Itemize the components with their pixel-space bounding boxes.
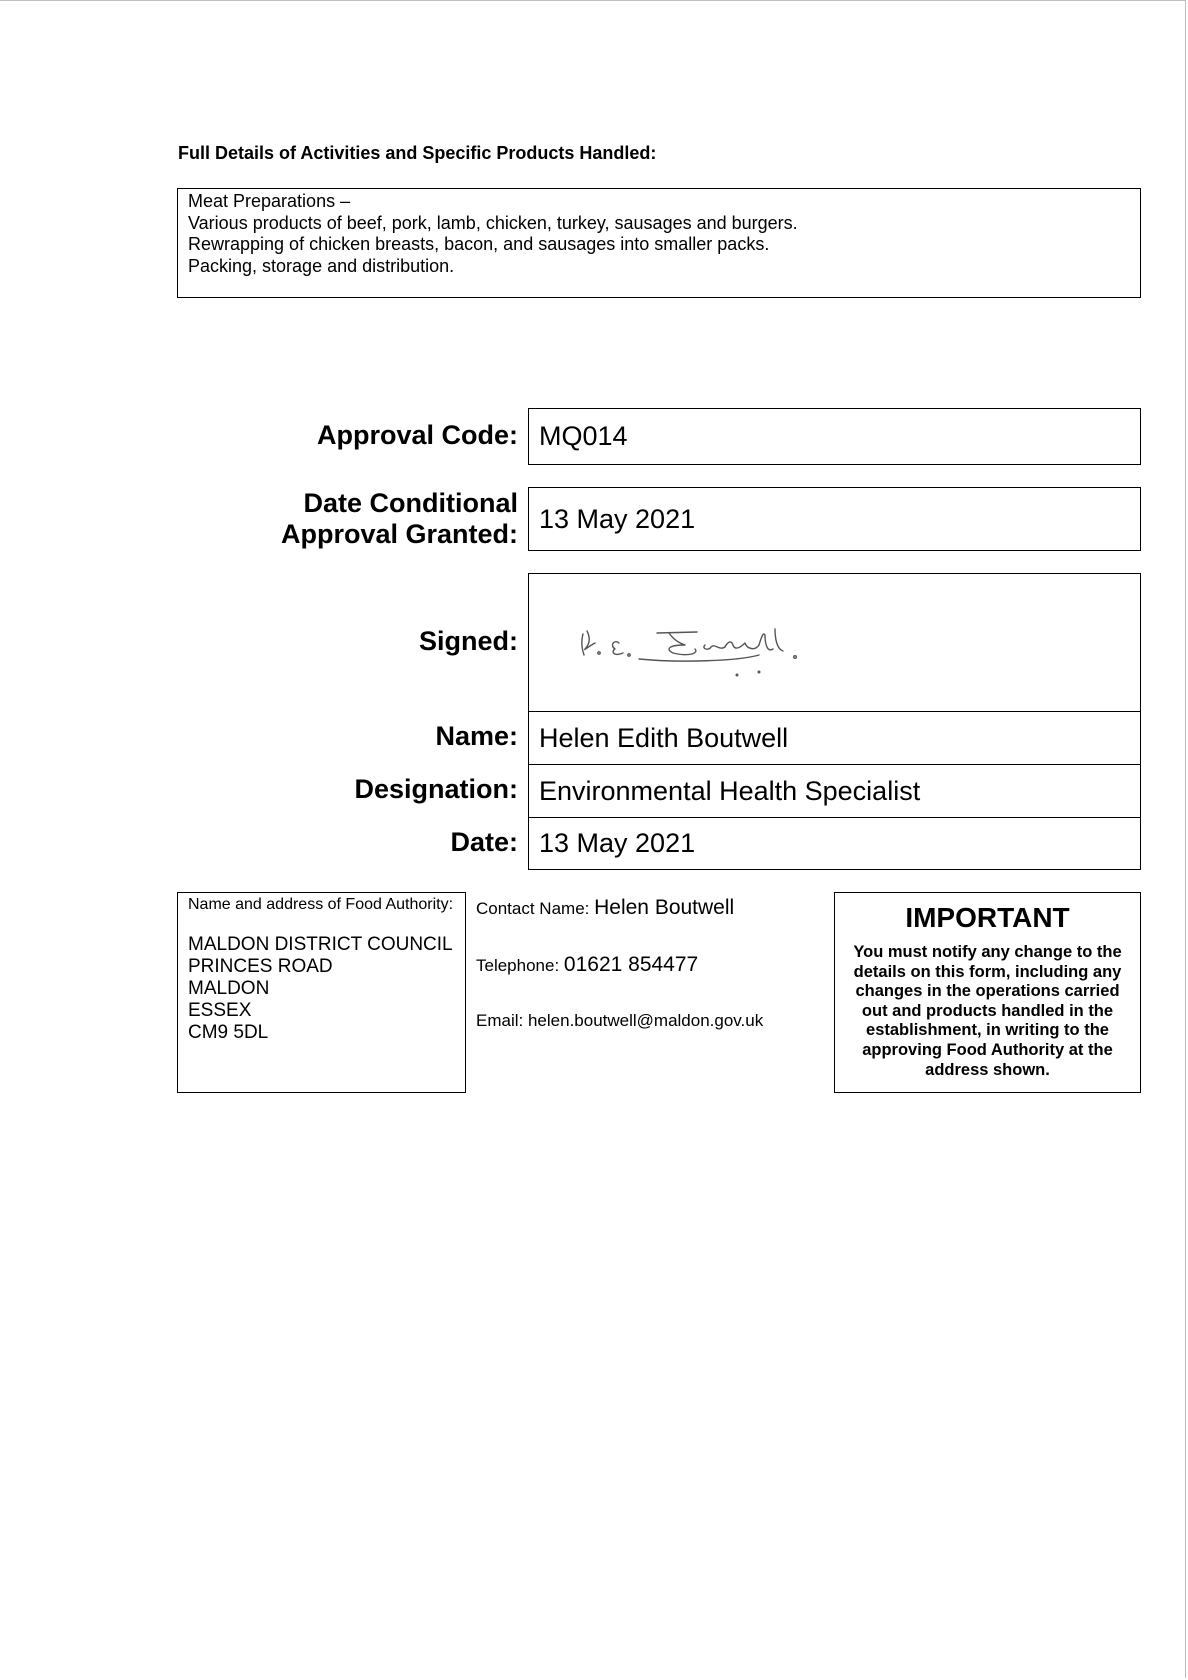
activities-line: Various products of beef, pork, lamb, chicken, turkey, sausages and burgers.: [188, 212, 798, 233]
name-label: Name:: [435, 721, 518, 751]
signature-image: [569, 609, 869, 689]
important-title: IMPORTANT: [905, 902, 1070, 933]
address-line: CM9 5DL: [188, 1022, 269, 1043]
food-authority-box: [177, 892, 466, 1093]
date-approval-box: [528, 487, 1141, 551]
activities-line: Rewrapping of chicken breasts, bacon, and sausages into smaller packs.: [188, 234, 770, 255]
address-line: MALDON DISTRICT COUNCIL: [188, 934, 453, 955]
address-line: MALDON: [188, 978, 270, 999]
activities-box: [177, 188, 1141, 298]
designation-box: [528, 764, 1141, 818]
signed-date-label: Date:: [450, 827, 518, 857]
date-approval-value: 13 May 2021: [539, 503, 696, 534]
contact-email: [476, 1011, 763, 1031]
email-label: Email:: [476, 1011, 528, 1030]
address-line: ESSEX: [188, 1000, 252, 1021]
name-value: Helen Edith Boutwell: [539, 722, 789, 753]
food-authority-label: Name and address of Food Authority:: [188, 896, 454, 913]
food-authority-address: [188, 934, 455, 1044]
contact-name-value: Helen Boutwell: [594, 896, 735, 919]
date-approval-label: [281, 488, 518, 550]
approval-code-label: Approval Code:: [316, 420, 518, 450]
name-box: [528, 711, 1141, 765]
contact-name: [476, 896, 734, 920]
date-approval-label-line2: Approval Granted:: [280, 519, 518, 549]
signed-label: Signed:: [419, 626, 518, 656]
address-line: PRINCES ROAD: [188, 956, 333, 977]
signed-date-box: [528, 817, 1141, 870]
activities-line: Meat Preparations –: [188, 191, 351, 211]
activities-heading: Full Details of Activities and Specific Products Handled:: [178, 143, 657, 163]
important-text: You must notify any change to the details on this form, including any changes in the operations carried out and products handled in the establishment, in writing to the approving Food Authority at the address shown.: [853, 943, 1122, 1079]
date-approval-label-line1: Date Conditional: [303, 488, 518, 518]
designation-label: Designation:: [354, 774, 518, 804]
important-notice-box: [834, 892, 1141, 1093]
email-value: helen.boutwell@maldon.gov.uk: [527, 1011, 764, 1030]
contact-telephone: [476, 953, 698, 977]
signature-box: [528, 573, 1141, 712]
activities-line: Packing, storage and distribution.: [188, 255, 455, 276]
approval-code-box: [528, 408, 1141, 465]
signed-date-value: 13 May 2021: [539, 828, 696, 858]
telephone-label: Telephone:: [476, 956, 564, 975]
approval-code-value: MQ014: [539, 421, 628, 451]
designation-value: Environmental Health Specialist: [539, 775, 921, 806]
contact-name-label: Contact Name:: [476, 899, 595, 918]
telephone-value: 01621 854477: [563, 953, 699, 976]
